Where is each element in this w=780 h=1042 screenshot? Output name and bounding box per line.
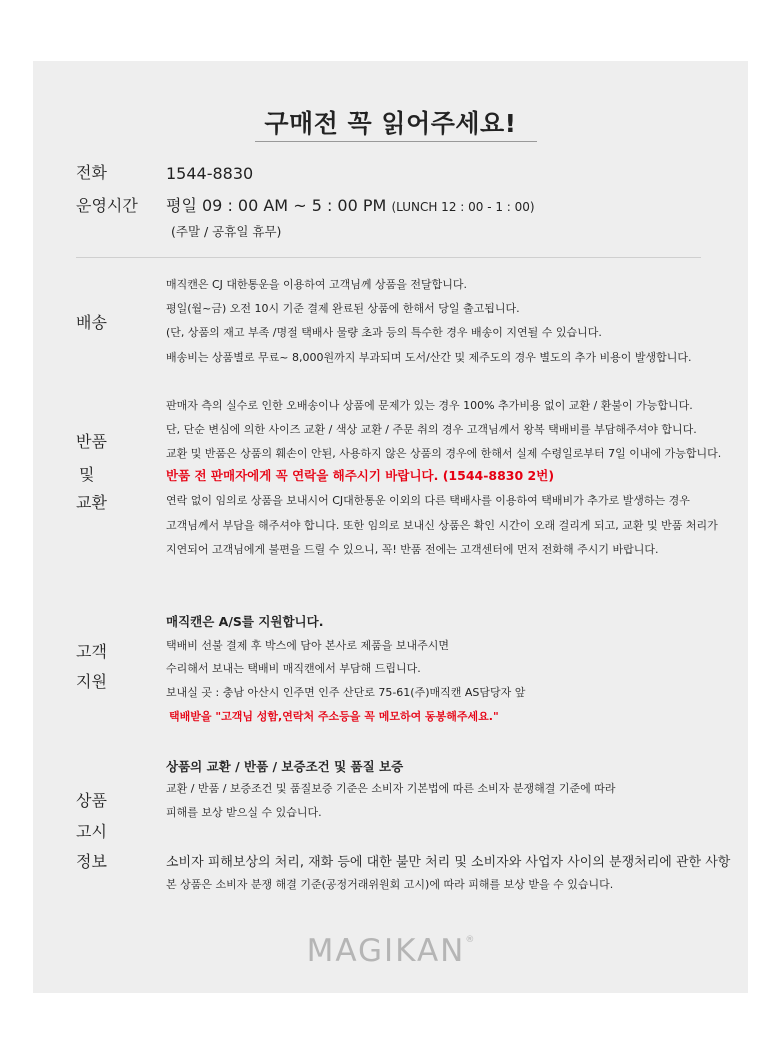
magikan-logo	[33, 933, 748, 969]
support-line: 보내실 곳 : 충남 아산시 인주면 인주 산단로 75-61(주)매직캔 AS담당자 앞	[166, 686, 526, 699]
page-title: 구매전 꼭 읽어주세요!	[264, 109, 517, 138]
registered-mark: ®	[465, 935, 475, 945]
title-underline	[255, 141, 537, 142]
product-info-label-3: 정보	[76, 852, 107, 871]
product-info-label-1: 상품	[76, 791, 107, 810]
returns-line: 고객님께서 부담을 해주셔야 합니다. 또한 임의로 보내신 상품은 확인 시간이 오래 걸리게 되고, 교환 및 반품 처리가	[166, 519, 718, 532]
hours-note: (주말 / 공휴일 휴무)	[171, 224, 282, 239]
support-line: 수리해서 보내는 택배비 매직캔에서 부담해 드립니다.	[166, 662, 421, 675]
support-label-1: 고객	[76, 642, 107, 661]
returns-line: 판매자 측의 실수로 인한 오배송이나 상품에 문제가 있는 경우 100% 추가비용 없이 교환 / 환불이 가능합니다.	[166, 399, 693, 412]
hours-lunch: (LUNCH 12 : 00 - 1 : 00)	[391, 200, 535, 214]
section-divider	[76, 257, 701, 258]
shipping-line: 평일(월~금) 오전 10시 기준 결제 완료된 상품에 한해서 당일 출고됩니다.	[166, 302, 520, 315]
hours-label: 운영시간	[76, 196, 138, 215]
logo-text: MAGIKAN	[306, 933, 466, 969]
hours-main: 평일 09 : 00 AM ~ 5 : 00 PM	[166, 196, 387, 215]
shipping-line: (단, 상품의 재고 부족 /명절 택배사 물량 초과 등의 특수한 경우 배송이 지연될 수 있습니다.	[166, 326, 602, 339]
returns-line: 연락 없이 임의로 상품을 보내시어 CJ대한통운 이외의 다른 택배사를 이용하여 택배비가 추가로 발생하는 경우	[166, 494, 690, 507]
returns-line: 교환 및 반품은 상품의 훼손이 안된, 사용하지 않은 상품의 경우에 한해서 실제 수령일로부터 7일 이내에 가능합니다.	[166, 447, 722, 460]
returns-line: 단, 단순 변심에 의한 사이즈 교환 / 색상 교환 / 주문 취의 경우 고객님께서 왕복 택배비를 부담해주셔야 합니다.	[166, 423, 697, 436]
product-info-label-2: 고시	[76, 822, 107, 841]
phone-label: 전화	[76, 163, 107, 182]
support-notice: 택배받을 "고객님 성함,연락처 주소등을 꼭 메모하여 동봉해주세요."	[169, 710, 499, 723]
hours-row	[166, 196, 535, 216]
returns-label-2: 및	[79, 465, 95, 484]
returns-contact-notice: 반품 전 판매자에게 꼭 연락을 해주시기 바랍니다. (1544-8830 2번)	[166, 468, 555, 483]
product-info-heading-2: 소비자 피해보상의 처리, 재화 등에 대한 불만 처리 및 소비자와 사업자 사이의 분쟁처리에 관한 사항	[166, 855, 731, 870]
shipping-label: 배송	[76, 313, 107, 332]
returns-label-3: 교환	[76, 493, 107, 512]
support-heading: 매직캔은 A/S를 지원합니다.	[166, 614, 324, 629]
support-line: 택배비 선불 결제 후 박스에 담아 본사로 제품을 보내주시면	[166, 639, 449, 652]
returns-line: 지연되어 고객님에게 불편을 드릴 수 있으니, 꼭! 반품 전에는 고객센터에 먼저 전화해 주시기 바랍니다.	[166, 543, 659, 556]
phone-value: 1544-8830	[166, 164, 254, 183]
shipping-line: 매직캔은 CJ 대한통운을 이용하여 고객님께 상품을 전달합니다.	[166, 278, 468, 291]
product-info-heading: 상품의 교환 / 반품 / 보증조건 및 품질 보증	[166, 759, 404, 774]
support-label-2: 지원	[76, 672, 107, 691]
product-info-line-2: 본 상품은 소비자 분쟁 해결 기준(공정거래위원회 고시)에 따라 피해를 보상 받을 수 있습니다.	[166, 878, 614, 891]
returns-label-1: 반품	[76, 432, 107, 451]
shipping-line: 배송비는 상품별로 무료~ 8,000원까지 부과되며 도서/산간 및 제주도의 경우 별도의 추가 비용이 발생합니다.	[166, 351, 692, 364]
product-info-line: 피해를 보상 받으실 수 있습니다.	[166, 806, 322, 819]
notice-panel	[33, 61, 748, 993]
product-info-line: 교환 / 반품 / 보증조건 및 품질보증 기준은 소비자 기본법에 따른 소비자 분쟁해결 기준에 따라	[166, 782, 616, 795]
